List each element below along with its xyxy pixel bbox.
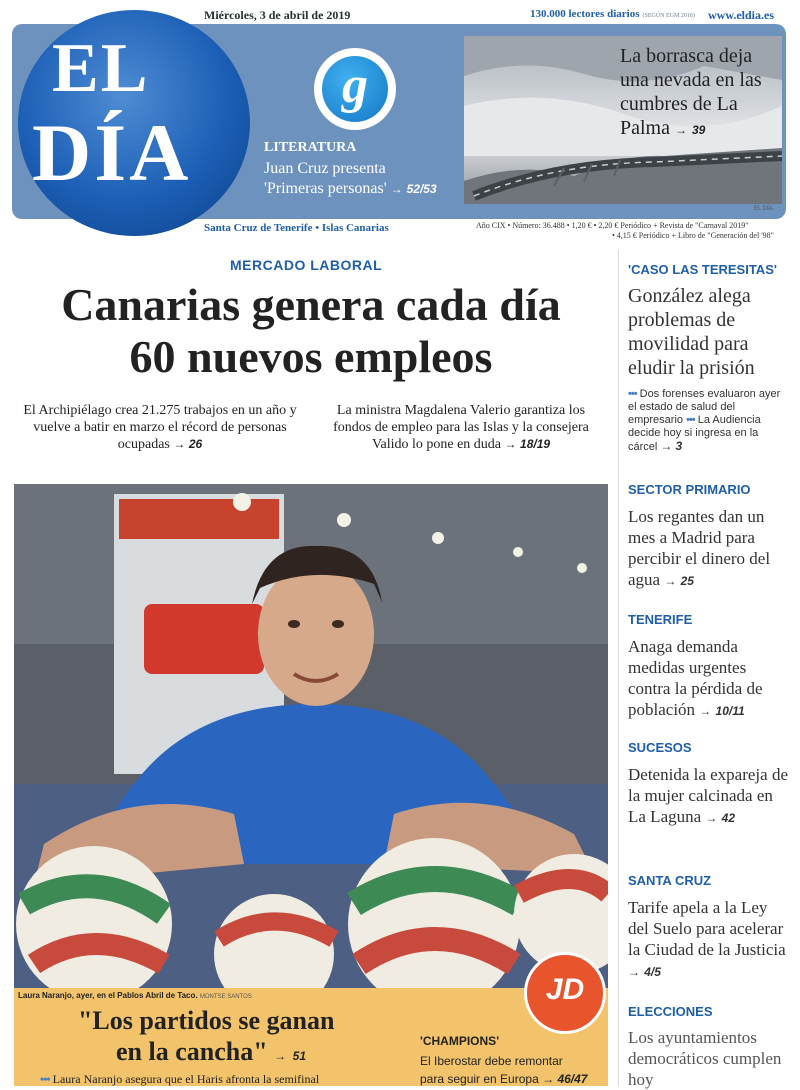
sidebar-kicker-santa-cruz: SANTA CRUZ — [628, 873, 712, 888]
volleyball-player-image — [14, 484, 608, 990]
arrow-icon: → — [675, 123, 687, 137]
bullet-icon: ••• — [686, 414, 695, 426]
bullet-icon: ••• — [40, 1072, 50, 1086]
sidebar-kicker-sector-primario: SECTOR PRIMARIO — [628, 482, 751, 497]
sidebar-item-sector-primario[interactable]: Los regantes dan un mes a Madrid para percibir el dinero del agua → 25 — [628, 507, 771, 589]
jd-supplement-badge[interactable] — [524, 952, 606, 1034]
page-ref: 42 — [721, 811, 736, 825]
supplement-teaser-line2[interactable]: 'Primeras personas' → 52/53 — [264, 180, 437, 197]
teresitas-kicker: 'CASO LAS TERESITAS' — [628, 262, 777, 277]
sidebar-kicker-elecciones: ELECCIONES — [628, 1004, 713, 1019]
g-icon: g — [322, 56, 388, 122]
supplement-teaser-line1[interactable]: Juan Cruz presenta — [264, 160, 386, 177]
champions-teaser-line1[interactable]: El Iberostar debe remontar — [420, 1054, 563, 1068]
teresitas-subhead[interactable]: ••• Dos forenses evaluaron ayer el estado de salud del empresario ••• La Audiencia decide hoy si ingresa en la cárcel → 3 — [628, 388, 781, 453]
column-divider — [618, 250, 619, 1086]
page-ref: 51 — [292, 1049, 307, 1063]
arrow-icon: → — [504, 437, 517, 451]
sidebar-kicker-tenerife: TENERIFE — [628, 612, 693, 627]
arrow-icon: → — [699, 704, 712, 718]
logo-text-el: EL — [52, 30, 150, 107]
page-ref: 26 — [188, 437, 203, 451]
arrow-icon: → — [660, 439, 673, 453]
sidebar-item-santa-cruz[interactable]: Tarife apela a la Ley del Suelo para acelerar la Ciudad de la Justicia → 4/5 — [628, 898, 786, 979]
arrow-icon: → — [705, 811, 718, 825]
photo-caption: Laura Naranjo, ayer, en el Pablos Abril de Taco. MONTSE SANTOS — [18, 991, 252, 1000]
page-ref: 10/11 — [715, 704, 745, 718]
lead-headline-line1[interactable]: Canarias genera cada día — [61, 279, 561, 330]
sport-quote-line2[interactable]: en la cancha" → 51 — [116, 1037, 307, 1066]
lead-headline-line2[interactable]: 60 nuevos empleos — [129, 331, 493, 382]
issue-info: Año CIX • Número: 36.488 • 1,20 € • 2,20 € Periódico + Revista de "Carnaval 2019" — [476, 221, 749, 230]
page-ref: 39 — [692, 123, 706, 137]
supplement-kicker: LITERATURA — [264, 140, 357, 155]
arrow-icon: → — [274, 1049, 287, 1063]
arrow-icon: → — [390, 182, 403, 196]
arrow-icon: → — [173, 437, 186, 451]
sport-lead[interactable]: ••• Laura Naranjo asegura que el Haris afronta la semifinal — [40, 1072, 320, 1086]
jd-logo-text: JD — [545, 973, 585, 1006]
supplement-g-badge[interactable] — [314, 48, 396, 130]
lead-subhead-right[interactable]: La ministra Magdalena Valerio garantiza los fondos de empleo para las Islas y la consejera Valido lo pone en duda → 18/19 — [333, 403, 589, 452]
edition-date: Miércoles, 3 de abril de 2019 — [204, 8, 351, 22]
lead-kicker: MERCADO LABORAL — [230, 257, 383, 273]
top-story-teaser[interactable]: La borrasca deja una nevada en las cumbres de La Palma → 39 — [620, 45, 762, 139]
sidebar-kicker-sucesos: SUCESOS — [628, 740, 692, 755]
arrow-icon: → — [628, 965, 640, 979]
lead-subhead-left[interactable]: El Archipiélago crea 21.275 trabajos en un año y vuelve a batir en marzo el récord de personas ocupadas → 26 — [23, 403, 297, 452]
teresitas-headline[interactable]: González alega problemas de movilidad para eludir la prisión — [628, 285, 755, 379]
sidebar-item-sucesos[interactable]: Detenida la expareja de la mujer calcinada en La Laguna → 42 — [628, 765, 788, 826]
page-ref: 25 — [680, 574, 694, 588]
page-ref: 3 — [675, 439, 683, 453]
page-ref: 46/47 — [557, 1072, 588, 1086]
bullet-icon: ••• — [628, 388, 637, 400]
photo-credit: EL DÍA — [754, 206, 773, 212]
photo-credit: MONTSE SANTOS — [199, 994, 252, 1000]
champions-teaser-line2[interactable]: para seguir en Europa → 46/47 — [420, 1072, 588, 1086]
champions-kicker: 'CHAMPIONS' — [420, 1034, 500, 1048]
page-ref: 18/19 — [520, 437, 551, 451]
location-line: Santa Cruz de Tenerife • Islas Canarias — [204, 222, 389, 234]
sidebar-item-elecciones[interactable]: Los ayuntamientos democráticos cumplen hoy — [628, 1028, 782, 1089]
issue-info-2: • 4,15 € Periódico + Libro de "Generación del '98" — [612, 231, 774, 240]
website-link[interactable]: www.eldia.es — [708, 8, 774, 22]
arrow-icon: → — [542, 1072, 555, 1086]
arrow-icon: → — [664, 574, 677, 588]
main-photo[interactable] — [14, 484, 608, 990]
page-ref: 52/53 — [406, 182, 437, 196]
sport-quote-line1[interactable]: "Los partidos se ganan — [78, 1006, 335, 1035]
logo-text-dia: DÍA — [32, 107, 192, 198]
page-ref: 4/5 — [644, 965, 661, 979]
sidebar-item-tenerife[interactable]: Anaga demanda medidas urgentes contra la pérdida de población → 10/11 — [628, 637, 763, 719]
readers-count: 130.000 lectores diarios (SEGÚN EGM 2018) — [530, 8, 695, 20]
